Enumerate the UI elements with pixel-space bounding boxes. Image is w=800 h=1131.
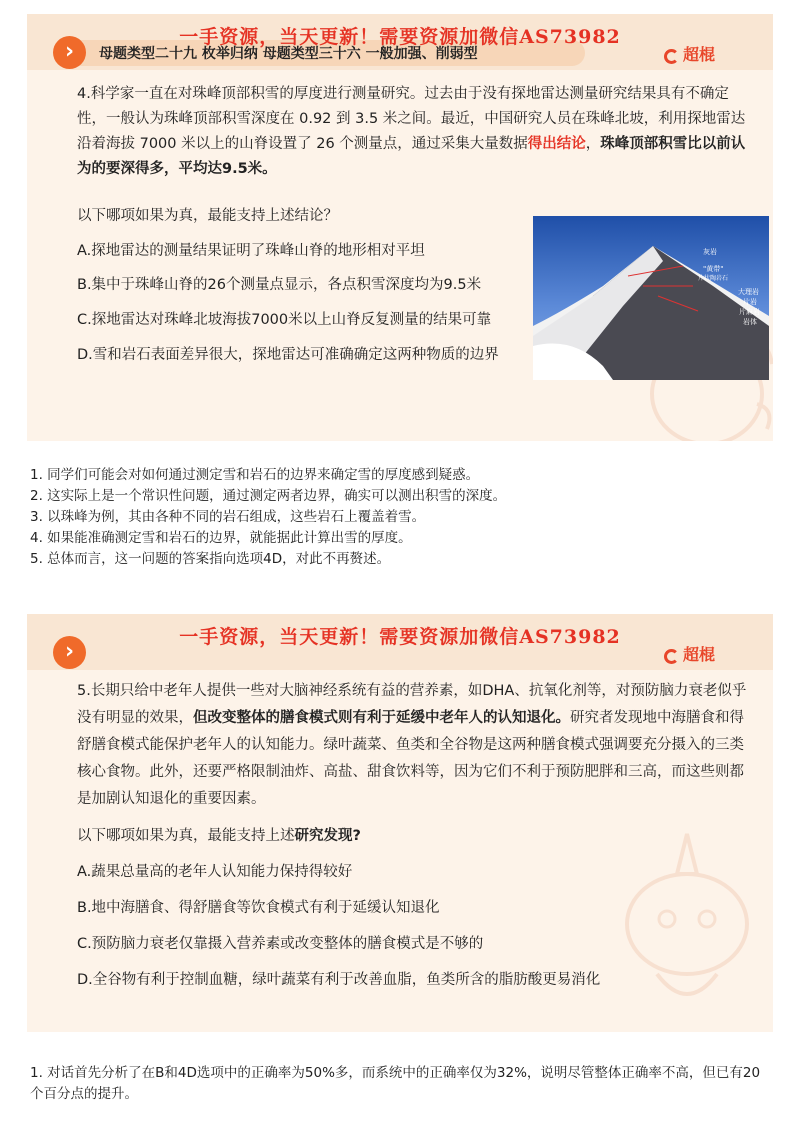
category-label: 母题类型二十九 枚举归纳 母题类型三十六 一般加强、削弱型 [99, 46, 478, 62]
option-c[interactable]: C.探地雷达对珠峰北坡海拔7000米以上山脊反复测量的结果可靠 [77, 312, 492, 328]
brand-logo [664, 42, 715, 65]
note-line: 1. 同学们可能会对如何通过测定雪和岩石的边界来确定雪的厚度感到疑惑。 [30, 467, 480, 483]
option-d[interactable]: D.雪和岩石表面差异很大，探地雷达可准确确定这两种物质的边界 [77, 347, 499, 363]
note-line: 1. 对话首先分析了在B和4D选项中的正确率为50%多，而系统中的正确率仅为32%，说明尽管整体正确率不高，但已有20个百分点的提升。 [30, 1065, 761, 1102]
question-card-4 [27, 14, 773, 441]
question-comma: ， [585, 136, 601, 152]
chevron-right-icon: › [53, 636, 86, 669]
explanation-notes-1 [30, 465, 506, 570]
option-c[interactable]: C.预防脑力衰老仅靠摄入营养素或改变整体的膳食模式是不够的 [77, 936, 484, 952]
photo-label-schist: 片状陶岩石 [698, 275, 729, 282]
question-stem [77, 678, 749, 813]
conclusion-bold: 珠峰顶部积雪比以前认为的要深得多，平均达9.5米。 [77, 136, 746, 177]
photo-label-limestone: 灰岩 [703, 248, 717, 256]
option-a[interactable]: A.蔬果总量高的老年人认知能力保持得较好 [77, 864, 353, 880]
brand-logo [664, 642, 715, 665]
option-b[interactable]: B.集中于珠峰山脊的26个测量点显示，各点积雪深度均为9.5米 [77, 277, 482, 293]
option-d[interactable]: D.全谷物有利于控制血糖，绿叶蔬菜有利于改善血脂，鱼类所含的脂肪酸更易消化 [77, 972, 601, 988]
promo-text: 一手资源，当天更新！需要资源加微信AS73982 [179, 26, 621, 48]
highlight-red: 得出结论 [527, 136, 586, 152]
question-prompt [77, 824, 361, 845]
promo-text: 一手资源，当天更新！需要资源加微信AS73982 [179, 626, 621, 648]
photo-label-marble: 大理岩 [738, 288, 759, 296]
question-card-5 [27, 614, 773, 1032]
note-line: 2. 这实际上是一个常识性问题，通过测定两者边界，确实可以测出积雪的深度。 [30, 488, 507, 504]
question-stem [77, 82, 749, 182]
note-line: 4. 如果能准确测定雪和岩石的边界，就能据此计算出雪的厚度。 [30, 530, 412, 546]
brand-logo-icon [664, 49, 679, 64]
prompt-bold: 研究发现? [294, 828, 361, 844]
everest-photo [533, 216, 769, 380]
option-a[interactable]: A.探地雷达的测量结果证明了珠峰山脊的地形相对平坦 [77, 243, 425, 259]
photo-label-rockmass: 岩体 [743, 318, 757, 326]
claim-bold: 但改变整体的膳食模式则有利于延缓中老年人的认知退化。 [193, 710, 570, 726]
photo-label-slate: 片岩 [743, 298, 757, 306]
question-stem-text: 5.长期只给中老年人提供一些对大脑神经系统有益的营养素，如DHA、抗氧化剂等，对预防脑力衰老似乎没有明显的效果， [77, 683, 747, 726]
question-stem-text: 4.科学家一直在对珠峰顶部积雪的厚度进行测量研究。过去由于没有探地雷达测量研究结果具有不确定性，一般认为珠峰顶部积雪深度在 0.92 到 3.5 米之间。最近，中国研究人员在珠峰北坡，利用探地雷达沿着海拔 7000 米以上的山脊设置了 26 个测量点，通过采集大量数据 [77, 86, 746, 152]
question-stem-text-2: 研究者发现地中海膳食和得舒膳食模式能保护老年人的认知能力。绿叶蔬菜、鱼类和全谷物是这两种膳食模式强调要充分摄入的三类核心食物。此外，还要严格限制油炸、高盐、甜食饮料等，因为它们不利于预防肥胖和三高，而这些则都是加剧认知退化的重要因素。 [77, 710, 744, 807]
explanation-notes-2 [30, 1063, 770, 1105]
option-b[interactable]: B.地中海膳食、得舒膳食等饮食模式有利于延缓认知退化 [77, 900, 440, 916]
mascot-watermark-icon [607, 824, 767, 1024]
note-line: 5. 总体而言，这一问题的答案指向选项4D，对此不再赘述。 [30, 551, 391, 567]
prompt-plain: 以下哪项如果为真，最能支持上述 [77, 828, 295, 844]
photo-label-yellow-band: "黄带" [703, 265, 724, 273]
photo-label-gneiss: 片麻岩 [739, 308, 760, 316]
brand-logo-icon [664, 649, 679, 664]
chevron-right-icon: › [53, 36, 86, 69]
brand-logo-text: 超棍 [682, 45, 715, 64]
question-prompt: 以下哪项如果为真，最能支持上述结论？ [77, 208, 338, 224]
everest-illustration [533, 216, 769, 380]
note-line: 3. 以珠峰为例，其由各种不同的岩石组成，这些岩石上覆盖着雪。 [30, 509, 426, 525]
brand-logo-text: 超棍 [682, 645, 715, 664]
